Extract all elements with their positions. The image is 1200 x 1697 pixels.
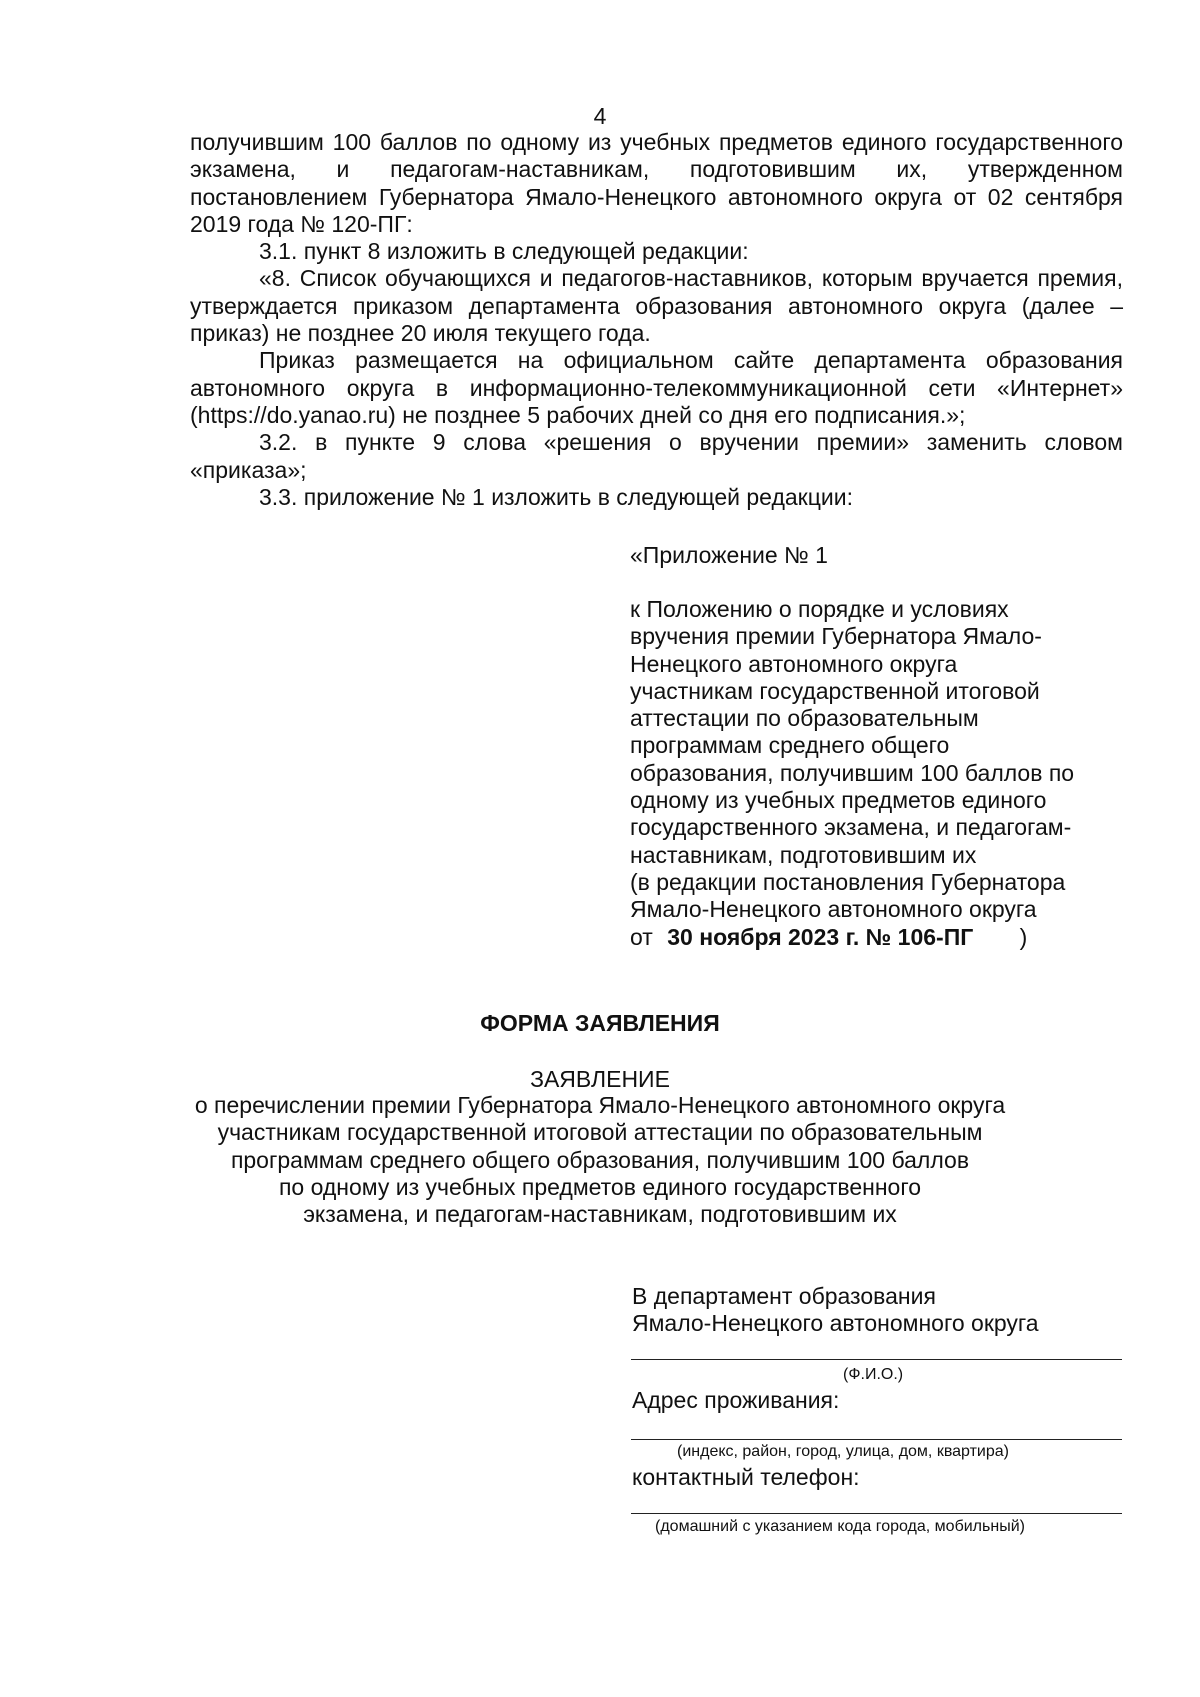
resolution-date: 30 ноября 2023 г. № 106-ПГ	[667, 923, 974, 950]
paragraph: 3.3. приложение № 1 изложить в следующей редакции:	[259, 483, 853, 510]
appendix-line: программам среднего общего	[630, 732, 950, 759]
closing-parenthesis: )	[1019, 923, 1028, 950]
addressee-line: В департамент образования	[632, 1283, 936, 1309]
statement-line: программам среднего общего образования, получившим 100 баллов	[230, 1146, 970, 1173]
addressee-line: Ямало-Ненецкого автономного округа	[632, 1310, 1039, 1337]
statement-line: о перечислении премии Губернатора Ямало-Ненецкого автономного округа	[194, 1092, 1006, 1118]
statement-line: участникам государственной итоговой аттестации по образовательным	[217, 1119, 983, 1146]
page-number: 4	[593, 103, 607, 129]
appendix-date-line	[630, 924, 1130, 951]
paragraph: получившим 100 баллов по одному из учебных предметов единого государственного экзамена, и педагогам-наставникам, подготовившим их, утвержденном постановлением Губернатора Ямало-Ненецкого автономного округа от 02 сентября 2019 года № 120-ПГ:	[190, 129, 1123, 237]
addressee	[632, 1283, 1039, 1338]
appendix-title: «Приложение № 1	[630, 542, 828, 568]
fio-field-line[interactable]	[631, 1359, 1122, 1360]
paragraph: Приказ размещается на официальном сайте департамента образования автономного округа в информационно-телекоммуникационной сети «Интернет» (https://do.yanao.ru) не позднее 5 рабочих дней со дня его подписания.»;	[190, 347, 1123, 428]
fio-caption: (Ф.И.О.)	[843, 1366, 904, 1383]
appendix-line: образования, получившим 100 баллов по	[630, 759, 1075, 786]
statement-subject	[0, 1092, 1200, 1228]
appendix-line: Ямало-Ненецкого автономного округа	[630, 896, 1037, 923]
appendix-line: (в редакции постановления Губернатора	[630, 868, 1066, 895]
address-field-line[interactable]	[631, 1439, 1122, 1440]
date-prefix: от	[630, 923, 653, 950]
body-text	[190, 129, 1123, 511]
phone-field-line[interactable]	[631, 1513, 1122, 1514]
appendix-reference	[630, 596, 1130, 951]
paragraph: 3.1. пункт 8 изложить в следующей редакции:	[259, 238, 749, 265]
appendix-line: вручения премии Губернатора Ямало-	[630, 623, 1042, 650]
appendix-line: государственного экзамена, и педагогам-	[630, 814, 1072, 841]
phone-label: контактный телефон:	[632, 1464, 860, 1490]
phone-caption: (домашний с указанием кода города, мобильный)	[655, 1518, 1025, 1535]
statement-heading: ЗАЯВЛЕНИЕ	[530, 1066, 670, 1092]
appendix-line: наставникам, подготовившим их	[630, 841, 977, 868]
appendix-line: участникам государственной итоговой	[630, 677, 1040, 704]
appendix-line: аттестации по образовательным	[630, 705, 979, 732]
form-title: ФОРМА ЗАЯВЛЕНИЯ	[480, 1010, 720, 1036]
statement-line: по одному из учебных предметов единого государственного	[278, 1173, 922, 1200]
paragraph: «8. Список обучающихся и педагогов-наставников, которым вручается премия, утверждается приказом департамента образования автономного округа (далее – приказ) не позднее 20 июля текущего года.	[190, 265, 1123, 347]
paragraph: 3.2. в пункте 9 слова «решения о вручении премии» заменить словом «приказа»;	[190, 429, 1123, 483]
appendix-line: одному из учебных предметов единого	[630, 787, 1047, 814]
address-label: Адрес проживания:	[632, 1387, 840, 1413]
appendix-line: к Положению о порядке и условиях	[630, 596, 1009, 622]
address-caption: (индекс, район, город, улица, дом, квартира)	[677, 1443, 1009, 1460]
appendix-line: Ненецкого автономного округа	[630, 650, 958, 677]
statement-line: экзамена, и педагогам-наставникам, подготовившим их	[303, 1201, 897, 1228]
